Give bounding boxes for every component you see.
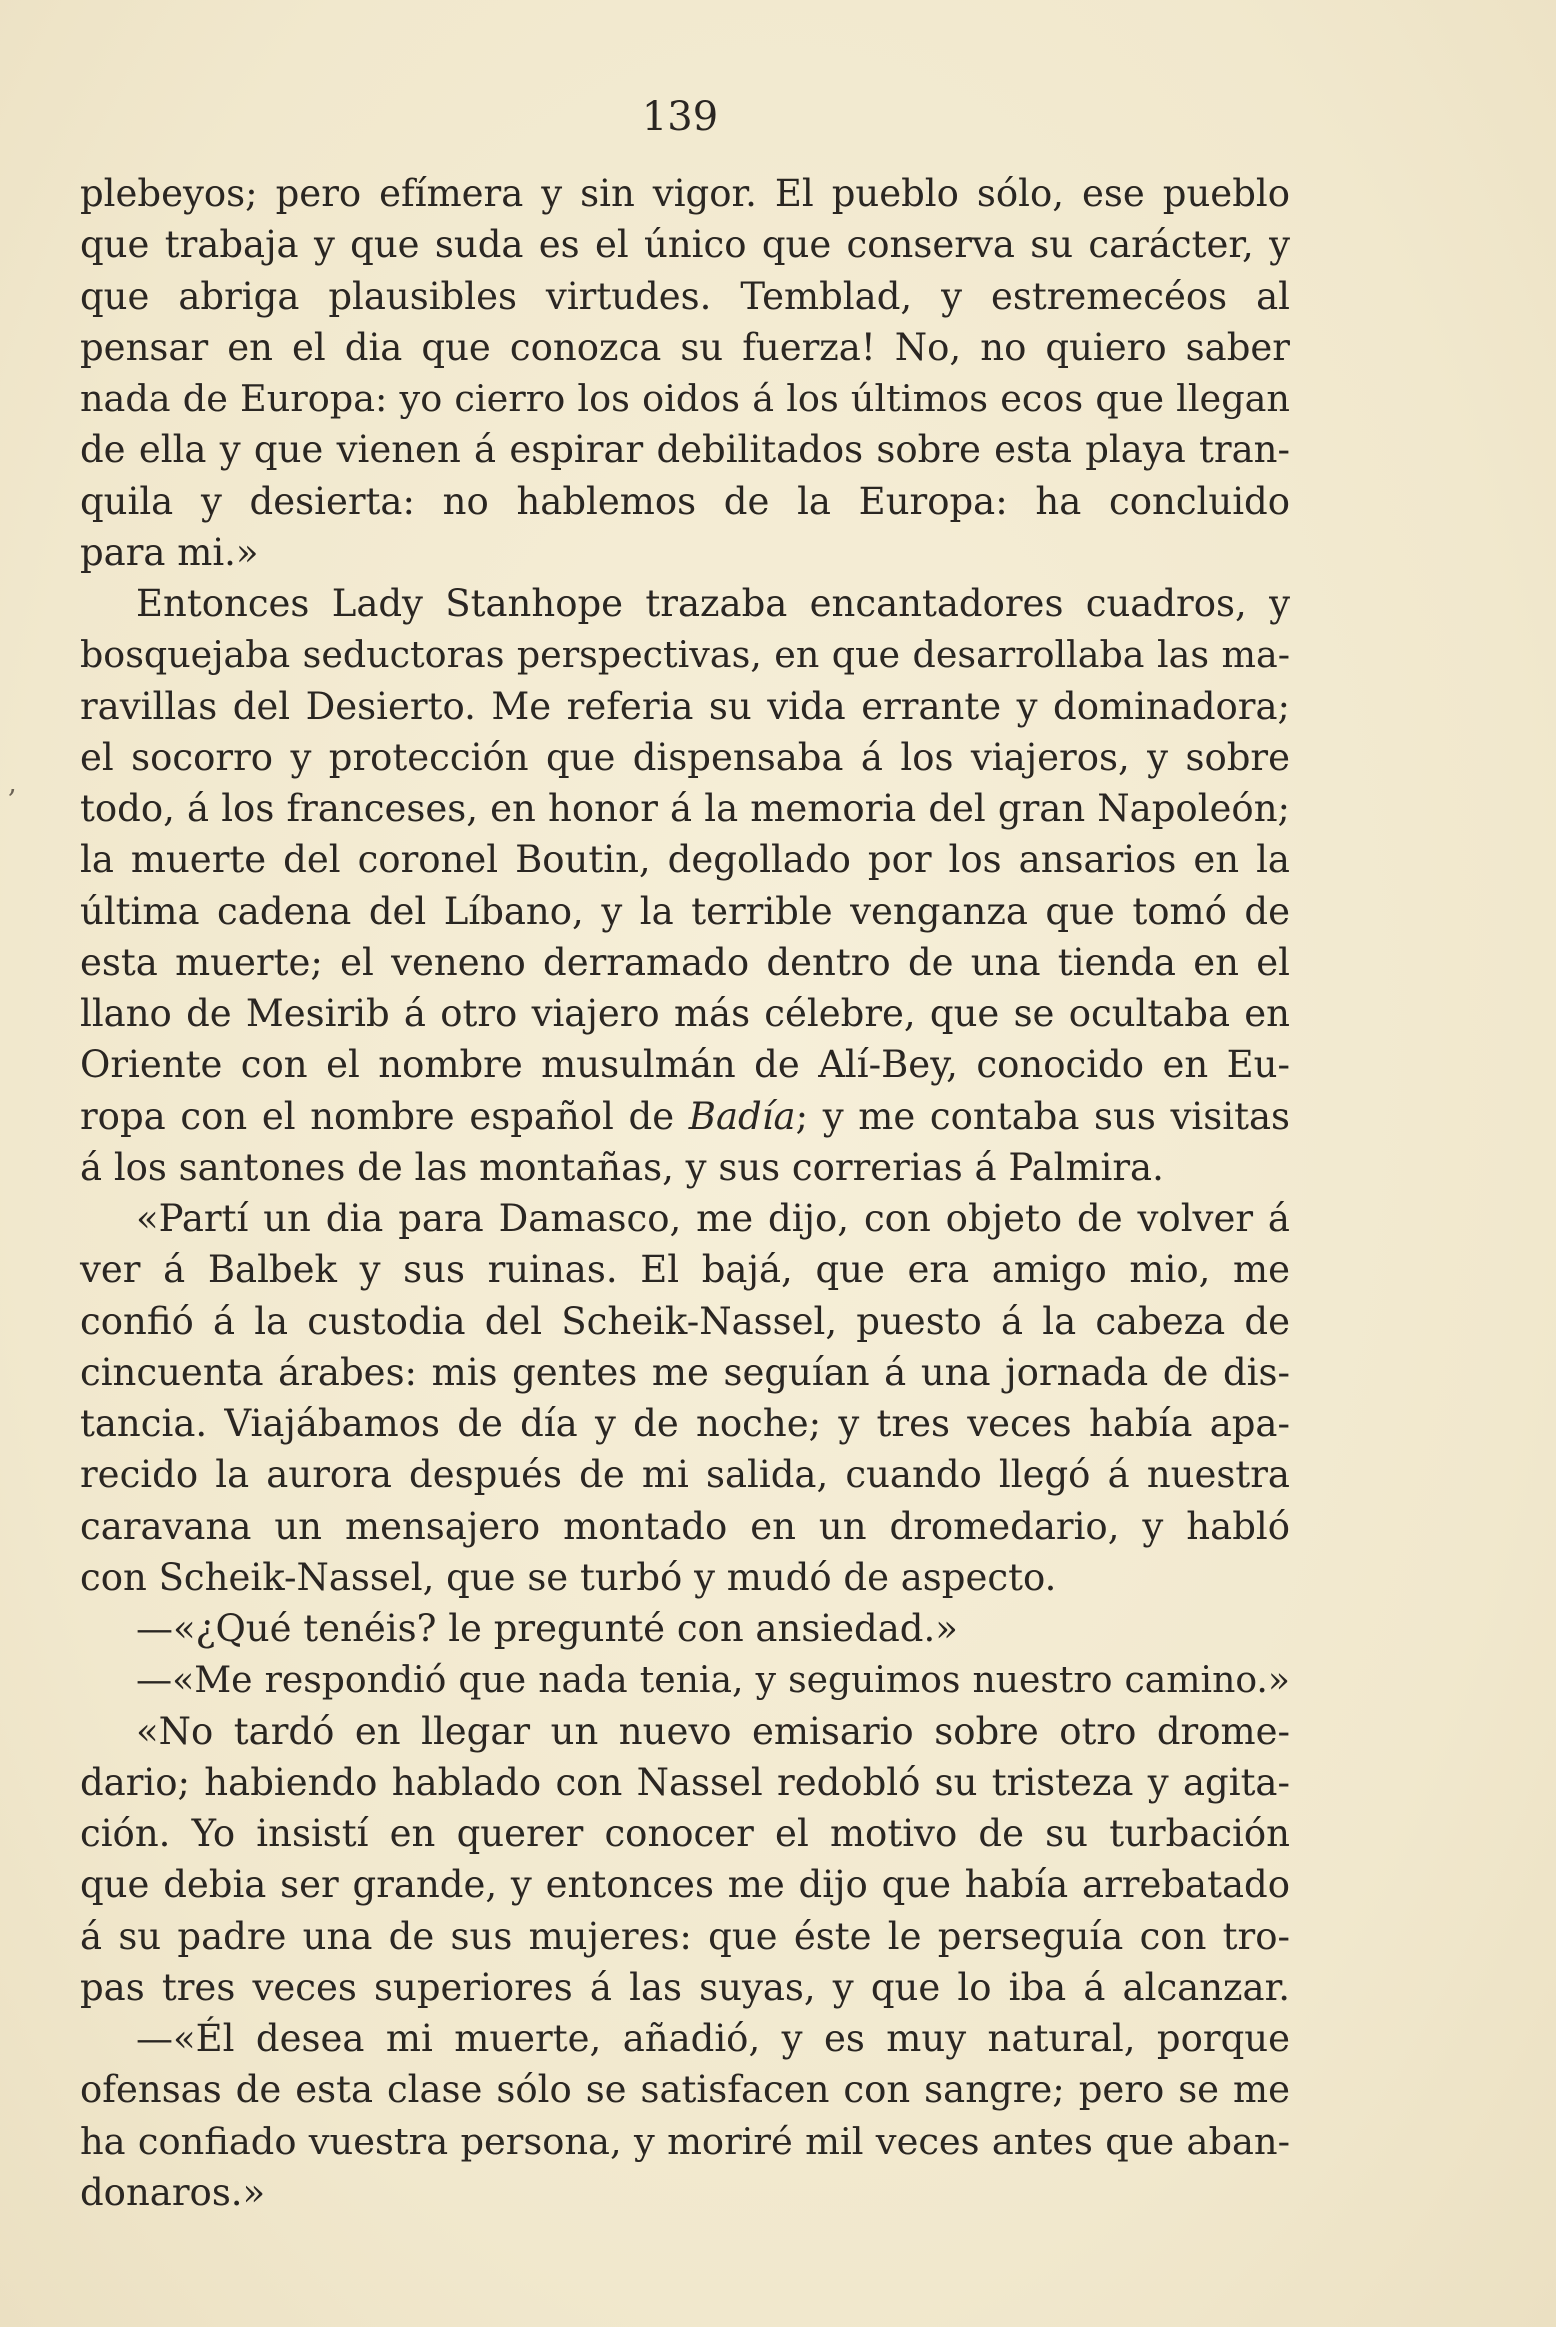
text-line: todo, á los franceses, en honor á la memoria del gran Napoleón; — [80, 787, 1290, 830]
text-line: ofensas de esta clase sólo se satisfacen con sangre; pero se me — [80, 2068, 1290, 2112]
text-line: que debia ser grande, y entonces me dijo que había arrebatado — [80, 1863, 1290, 1907]
text-line: que trabaja y que suda es el único que conserva su carácter, y — [80, 223, 1290, 267]
text-line: recido la aurora después de mi salida, cuando llegó á nuestra — [80, 1453, 1290, 1497]
text-line: —«¿Qué tenéis? le pregunté con ansiedad.» — [136, 1607, 958, 1650]
margin-mark: , — [8, 766, 17, 799]
text-line: donaros.» — [80, 2170, 266, 2214]
text-line: Oriente con el nombre musulmán de Alí-Bey, conocido en Eu- — [80, 1043, 1290, 1087]
body-text — [80, 168, 1290, 2218]
text-line: á su padre una de sus mujeres: que éste le perseguía con tro- — [80, 1914, 1290, 1958]
text-line: la muerte del coronel Boutin, degollado por los ansarios en la — [80, 838, 1290, 882]
text-line: pas tres veces superiores á las suyas, y que lo iba á alcanzar. — [80, 1965, 1290, 2009]
text-line: el socorro y protección que dispensaba á los viajeros, y sobre — [80, 735, 1290, 779]
text-line: ravillas del Desierto. Me referia su vida errante y dominadora; — [80, 684, 1290, 728]
text-line: pensar en el dia que conozca su fuerza! No, no quiero saber — [80, 325, 1290, 369]
text-line: quila y desierta: no hablemos de la Europa: ha concluido — [80, 479, 1290, 523]
text-line: esta muerte; el veneno derramado dentro de una tienda en el — [80, 940, 1290, 984]
text-line: —«Él desea mi muerte, añadió, y es muy natural, porque — [136, 2017, 1290, 2060]
text-segment: ; y me contaba sus visitas — [795, 1094, 1290, 1138]
text-line — [80, 1091, 1290, 1142]
text-line: última cadena del Líbano, y la terrible venganza que tomó de — [80, 889, 1290, 933]
text-line: —«Me respondió que nada tenia, y seguimos nuestro camino.» — [136, 1658, 1290, 1702]
text-line: «No tardó en llegar un nuevo emisario sobre otro drome- — [136, 1709, 1290, 1753]
text-line: con Scheik-Nassel, que se turbó y mudó de aspecto. — [80, 1555, 1057, 1599]
text-line: llano de Mesirib á otro viajero más célebre, que se ocultaba en — [80, 992, 1290, 1035]
text-line: cincuenta árabes: mis gentes me seguían á una jornada de dis- — [80, 1350, 1290, 1394]
text-line: plebeyos; pero efímera y sin vigor. El pueblo sólo, ese pueblo — [80, 172, 1290, 215]
text-line: nada de Europa: yo cierro los oidos á los últimos ecos que llegan — [80, 377, 1290, 420]
text-line: ha confiado vuestra persona, y moriré mil veces antes que aban- — [80, 2119, 1290, 2163]
text-line: Entonces Lady Stanhope trazaba encantadores cuadros, y — [136, 582, 1290, 625]
text-line: dario; habiendo hablado con Nassel redobló su tristeza y agita- — [80, 1760, 1290, 1804]
text-line: ver á Balbek y sus ruinas. El bajá, que era amigo mio, me — [80, 1248, 1290, 1292]
text-line: ción. Yo insistí en querer conocer el motivo de su turbación — [80, 1812, 1290, 1855]
text-line: de ella y que vienen á espirar debilitados sobre esta playa tran- — [80, 428, 1290, 472]
text-line: bosquejaba seductoras perspectivas, en que desarrollaba las ma- — [80, 633, 1290, 677]
text-line: que abriga plausibles virtudes. Temblad, y estremecéos al — [80, 274, 1290, 318]
text-line: «Partí un dia para Damasco, me dijo, con objeto de volver á — [136, 1197, 1290, 1240]
text-segment: ropa con el nombre español de — [80, 1094, 689, 1138]
text-line: confió á la custodia del Scheik-Nassel, puesto á la cabeza de — [80, 1299, 1290, 1343]
text-line: á los santones de las montañas, y sus correrias á Palmira. — [80, 1145, 1164, 1189]
page-number: 139 — [641, 94, 719, 140]
text-line: caravana un mensajero montado en un dromedario, y habló — [80, 1504, 1290, 1548]
text-line: para mi.» — [80, 530, 259, 574]
italic-name: Badía — [688, 1094, 796, 1138]
text-line: tancia. Viajábamos de día y de noche; y tres veces había apa- — [80, 1402, 1290, 1445]
